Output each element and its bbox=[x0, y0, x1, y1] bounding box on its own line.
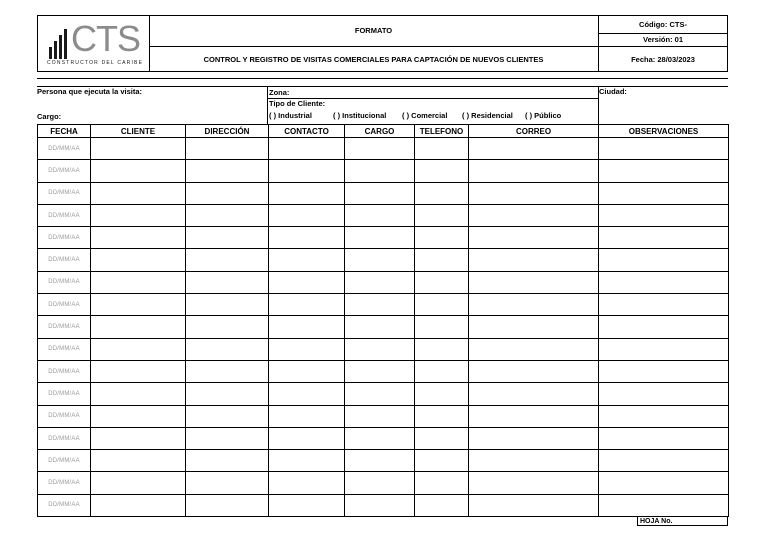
client-type-comercial[interactable]: ( ) Comercial bbox=[402, 111, 448, 120]
table-row bbox=[38, 227, 729, 249]
cell-direccion[interactable] bbox=[186, 427, 269, 449]
table-row bbox=[38, 427, 729, 449]
cell-fecha[interactable]: DD/MM/AA bbox=[38, 271, 91, 293]
cell-cliente[interactable] bbox=[91, 450, 186, 472]
cell-cargo[interactable] bbox=[345, 204, 415, 226]
cell-cargo[interactable] bbox=[345, 383, 415, 405]
info-top-line bbox=[37, 78, 728, 79]
table-row bbox=[38, 204, 729, 226]
cell-telefono[interactable] bbox=[415, 138, 469, 160]
persona-label: Persona que ejecuta la visita: bbox=[37, 87, 143, 96]
cell-contacto[interactable] bbox=[269, 249, 345, 271]
cell-observaciones[interactable] bbox=[599, 360, 729, 382]
client-type-publico[interactable]: ( ) Público bbox=[525, 111, 562, 120]
cell-direccion[interactable] bbox=[186, 472, 269, 494]
cell-contacto[interactable] bbox=[269, 338, 345, 360]
cell-telefono[interactable] bbox=[415, 294, 469, 316]
cell-cliente[interactable] bbox=[91, 138, 186, 160]
cell-contacto[interactable] bbox=[269, 427, 345, 449]
cell-cliente[interactable] bbox=[91, 294, 186, 316]
cell-telefono[interactable] bbox=[415, 494, 469, 516]
cell-contacto[interactable] bbox=[269, 204, 345, 226]
zona-label: Zona: bbox=[269, 88, 290, 97]
table-row bbox=[38, 360, 729, 382]
column-header-cargo: CARGO bbox=[345, 125, 415, 138]
cell-cliente[interactable] bbox=[91, 204, 186, 226]
cell-telefono[interactable] bbox=[415, 271, 469, 293]
client-type-institucional[interactable]: ( ) Institucional bbox=[333, 111, 387, 120]
cell-cliente[interactable] bbox=[91, 427, 186, 449]
cell-cargo[interactable] bbox=[345, 450, 415, 472]
cell-contacto[interactable] bbox=[269, 494, 345, 516]
version-label: Versión: 01 bbox=[642, 35, 684, 44]
column-header-correo: CORREO bbox=[469, 125, 599, 138]
info-divider bbox=[267, 86, 268, 124]
visits-table bbox=[37, 124, 729, 517]
cell-observaciones[interactable] bbox=[599, 271, 729, 293]
cell-contacto[interactable] bbox=[269, 182, 345, 204]
cell-correo[interactable] bbox=[469, 271, 599, 293]
client-type-residencial[interactable]: ( ) Residencial bbox=[462, 111, 513, 120]
cell-fecha[interactable]: DD/MM/AA bbox=[38, 472, 91, 494]
cell-correo[interactable] bbox=[469, 227, 599, 249]
table-row bbox=[38, 138, 729, 160]
table-row bbox=[38, 450, 729, 472]
cell-telefono[interactable] bbox=[415, 472, 469, 494]
cell-correo[interactable] bbox=[469, 204, 599, 226]
hoja-box[interactable] bbox=[637, 516, 728, 526]
cell-direccion[interactable] bbox=[186, 316, 269, 338]
cell-direccion[interactable] bbox=[186, 249, 269, 271]
cell-observaciones[interactable] bbox=[599, 182, 729, 204]
cell-cliente[interactable] bbox=[91, 271, 186, 293]
cell-fecha[interactable]: DD/MM/AA bbox=[38, 450, 91, 472]
cell-cargo[interactable] bbox=[345, 338, 415, 360]
cell-cargo[interactable] bbox=[345, 494, 415, 516]
cell-observaciones[interactable] bbox=[599, 204, 729, 226]
column-header-direccion: DIRECCIÓN bbox=[186, 125, 269, 138]
document-title: CONTROL Y REGISTRO DE VISITAS COMERCIALES PARA CAPTACIÓN DE NUEVOS CLIENTES bbox=[203, 55, 544, 64]
column-header-observaciones: OBSERVACIONES bbox=[599, 125, 729, 138]
cell-correo[interactable] bbox=[469, 316, 599, 338]
codigo-label: Código: CTS- bbox=[639, 20, 687, 29]
cell-contacto[interactable] bbox=[269, 160, 345, 182]
ciudad-label: Ciudad: bbox=[599, 87, 627, 96]
cell-cliente[interactable] bbox=[91, 338, 186, 360]
logo-tagline: CONSTRUCTOR DEL CARIBE bbox=[47, 60, 144, 66]
cell-cliente[interactable] bbox=[91, 182, 186, 204]
table-row bbox=[38, 338, 729, 360]
cell-cliente[interactable] bbox=[91, 405, 186, 427]
cell-correo[interactable] bbox=[469, 182, 599, 204]
cell-cargo[interactable] bbox=[345, 138, 415, 160]
cell-cargo[interactable] bbox=[345, 271, 415, 293]
cell-telefono[interactable] bbox=[415, 316, 469, 338]
cell-cargo[interactable] bbox=[345, 405, 415, 427]
cell-direccion[interactable] bbox=[186, 160, 269, 182]
cell-contacto[interactable] bbox=[269, 472, 345, 494]
table-row bbox=[38, 383, 729, 405]
cell-fecha[interactable]: DD/MM/AA bbox=[38, 249, 91, 271]
cell-fecha[interactable]: DD/MM/AA bbox=[38, 360, 91, 382]
cell-observaciones[interactable] bbox=[599, 338, 729, 360]
cell-cliente[interactable] bbox=[91, 472, 186, 494]
cell-correo[interactable] bbox=[469, 427, 599, 449]
column-header-telefono: TELEFONO bbox=[415, 125, 469, 138]
table-row bbox=[38, 160, 729, 182]
cell-fecha[interactable]: DD/MM/AA bbox=[38, 405, 91, 427]
cell-telefono[interactable] bbox=[415, 182, 469, 204]
cell-direccion[interactable] bbox=[186, 227, 269, 249]
table-row bbox=[38, 405, 729, 427]
cell-contacto[interactable] bbox=[269, 360, 345, 382]
table-row bbox=[38, 294, 729, 316]
column-header-contacto: CONTACTO bbox=[269, 125, 345, 138]
cargo-label: Cargo: bbox=[37, 112, 62, 121]
cell-correo[interactable] bbox=[469, 383, 599, 405]
cell-direccion[interactable] bbox=[186, 204, 269, 226]
cell-telefono[interactable] bbox=[415, 249, 469, 271]
cell-direccion[interactable] bbox=[186, 450, 269, 472]
cell-correo[interactable] bbox=[469, 405, 599, 427]
cell-correo[interactable] bbox=[469, 138, 599, 160]
cell-cliente[interactable] bbox=[91, 494, 186, 516]
cell-fecha[interactable]: DD/MM/AA bbox=[38, 204, 91, 226]
header-divider bbox=[598, 33, 728, 34]
cell-correo[interactable] bbox=[469, 360, 599, 382]
cell-telefono[interactable] bbox=[415, 427, 469, 449]
cell-contacto[interactable] bbox=[269, 383, 345, 405]
cell-telefono[interactable] bbox=[415, 204, 469, 226]
cell-observaciones[interactable] bbox=[599, 427, 729, 449]
cell-correo[interactable] bbox=[469, 249, 599, 271]
table-row bbox=[38, 316, 729, 338]
cell-observaciones[interactable] bbox=[599, 450, 729, 472]
column-header-fecha: FECHA bbox=[38, 125, 91, 138]
header-divider bbox=[149, 46, 728, 47]
cell-observaciones[interactable] bbox=[599, 249, 729, 271]
table-row bbox=[38, 182, 729, 204]
cell-cliente[interactable] bbox=[91, 227, 186, 249]
cell-direccion[interactable] bbox=[186, 182, 269, 204]
cell-telefono[interactable] bbox=[415, 338, 469, 360]
logo-text: CTS bbox=[71, 18, 140, 59]
cell-cargo[interactable] bbox=[345, 316, 415, 338]
cell-cargo[interactable] bbox=[345, 427, 415, 449]
cell-fecha[interactable]: DD/MM/AA bbox=[38, 383, 91, 405]
cell-observaciones[interactable] bbox=[599, 138, 729, 160]
cell-cargo[interactable] bbox=[345, 249, 415, 271]
formato-label: FORMATO bbox=[354, 26, 393, 35]
cell-telefono[interactable] bbox=[415, 405, 469, 427]
table-row bbox=[38, 249, 729, 271]
cell-observaciones[interactable] bbox=[599, 494, 729, 516]
cell-cargo[interactable] bbox=[345, 472, 415, 494]
cell-direccion[interactable] bbox=[186, 138, 269, 160]
cell-telefono[interactable] bbox=[415, 160, 469, 182]
cell-observaciones[interactable] bbox=[599, 160, 729, 182]
cell-cliente[interactable] bbox=[91, 316, 186, 338]
cell-fecha[interactable]: DD/MM/AA bbox=[38, 494, 91, 516]
cell-contacto[interactable] bbox=[269, 405, 345, 427]
cell-cliente[interactable] bbox=[91, 249, 186, 271]
cell-direccion[interactable] bbox=[186, 405, 269, 427]
cell-correo[interactable] bbox=[469, 338, 599, 360]
cell-telefono[interactable] bbox=[415, 360, 469, 382]
cell-observaciones[interactable] bbox=[599, 472, 729, 494]
cell-correo[interactable] bbox=[469, 494, 599, 516]
table-row bbox=[38, 271, 729, 293]
cell-fecha[interactable]: DD/MM/AA bbox=[38, 338, 91, 360]
cell-correo[interactable] bbox=[469, 472, 599, 494]
fecha-label: Fecha: 28/03/2023 bbox=[631, 55, 695, 64]
cell-direccion[interactable] bbox=[186, 271, 269, 293]
cell-fecha[interactable]: DD/MM/AA bbox=[38, 160, 91, 182]
cell-correo[interactable] bbox=[469, 160, 599, 182]
cell-fecha[interactable]: DD/MM/AA bbox=[38, 138, 91, 160]
cell-observaciones[interactable] bbox=[599, 405, 729, 427]
cell-fecha[interactable]: DD/MM/AA bbox=[38, 427, 91, 449]
cell-contacto[interactable] bbox=[269, 271, 345, 293]
cell-contacto[interactable] bbox=[269, 138, 345, 160]
cell-cargo[interactable] bbox=[345, 227, 415, 249]
cell-fecha[interactable]: DD/MM/AA bbox=[38, 316, 91, 338]
cell-contacto[interactable] bbox=[269, 294, 345, 316]
cell-correo[interactable] bbox=[469, 294, 599, 316]
table-row bbox=[38, 494, 729, 516]
cell-cargo[interactable] bbox=[345, 160, 415, 182]
company-logo bbox=[45, 19, 145, 69]
cell-cliente[interactable] bbox=[91, 160, 186, 182]
cell-correo[interactable] bbox=[469, 450, 599, 472]
cell-direccion[interactable] bbox=[186, 494, 269, 516]
table-header-row bbox=[38, 125, 729, 138]
cell-telefono[interactable] bbox=[415, 383, 469, 405]
cell-cargo[interactable] bbox=[345, 182, 415, 204]
cell-contacto[interactable] bbox=[269, 450, 345, 472]
cell-cliente[interactable] bbox=[91, 360, 186, 382]
cell-observaciones[interactable] bbox=[599, 316, 729, 338]
cell-telefono[interactable] bbox=[415, 227, 469, 249]
cell-direccion[interactable] bbox=[186, 294, 269, 316]
cell-telefono[interactable] bbox=[415, 450, 469, 472]
cell-direccion[interactable] bbox=[186, 338, 269, 360]
cell-observaciones[interactable] bbox=[599, 294, 729, 316]
table-row bbox=[38, 472, 729, 494]
cell-fecha[interactable]: DD/MM/AA bbox=[38, 182, 91, 204]
cell-direccion[interactable] bbox=[186, 360, 269, 382]
cell-cliente[interactable] bbox=[91, 383, 186, 405]
cell-observaciones[interactable] bbox=[599, 383, 729, 405]
column-header-cliente: CLIENTE bbox=[91, 125, 186, 138]
cell-observaciones[interactable] bbox=[599, 227, 729, 249]
cell-cargo[interactable] bbox=[345, 360, 415, 382]
cell-fecha[interactable]: DD/MM/AA bbox=[38, 227, 91, 249]
cell-fecha[interactable]: DD/MM/AA bbox=[38, 294, 91, 316]
cell-contacto[interactable] bbox=[269, 316, 345, 338]
cell-cargo[interactable] bbox=[345, 294, 415, 316]
cell-direccion[interactable] bbox=[186, 383, 269, 405]
cell-contacto[interactable] bbox=[269, 227, 345, 249]
table-body bbox=[38, 138, 729, 517]
client-type-industrial[interactable]: ( ) Industrial bbox=[269, 111, 312, 120]
tipo-cliente-label: Tipo de Cliente: bbox=[269, 99, 326, 108]
hoja-label: HOJA No. bbox=[640, 518, 673, 525]
